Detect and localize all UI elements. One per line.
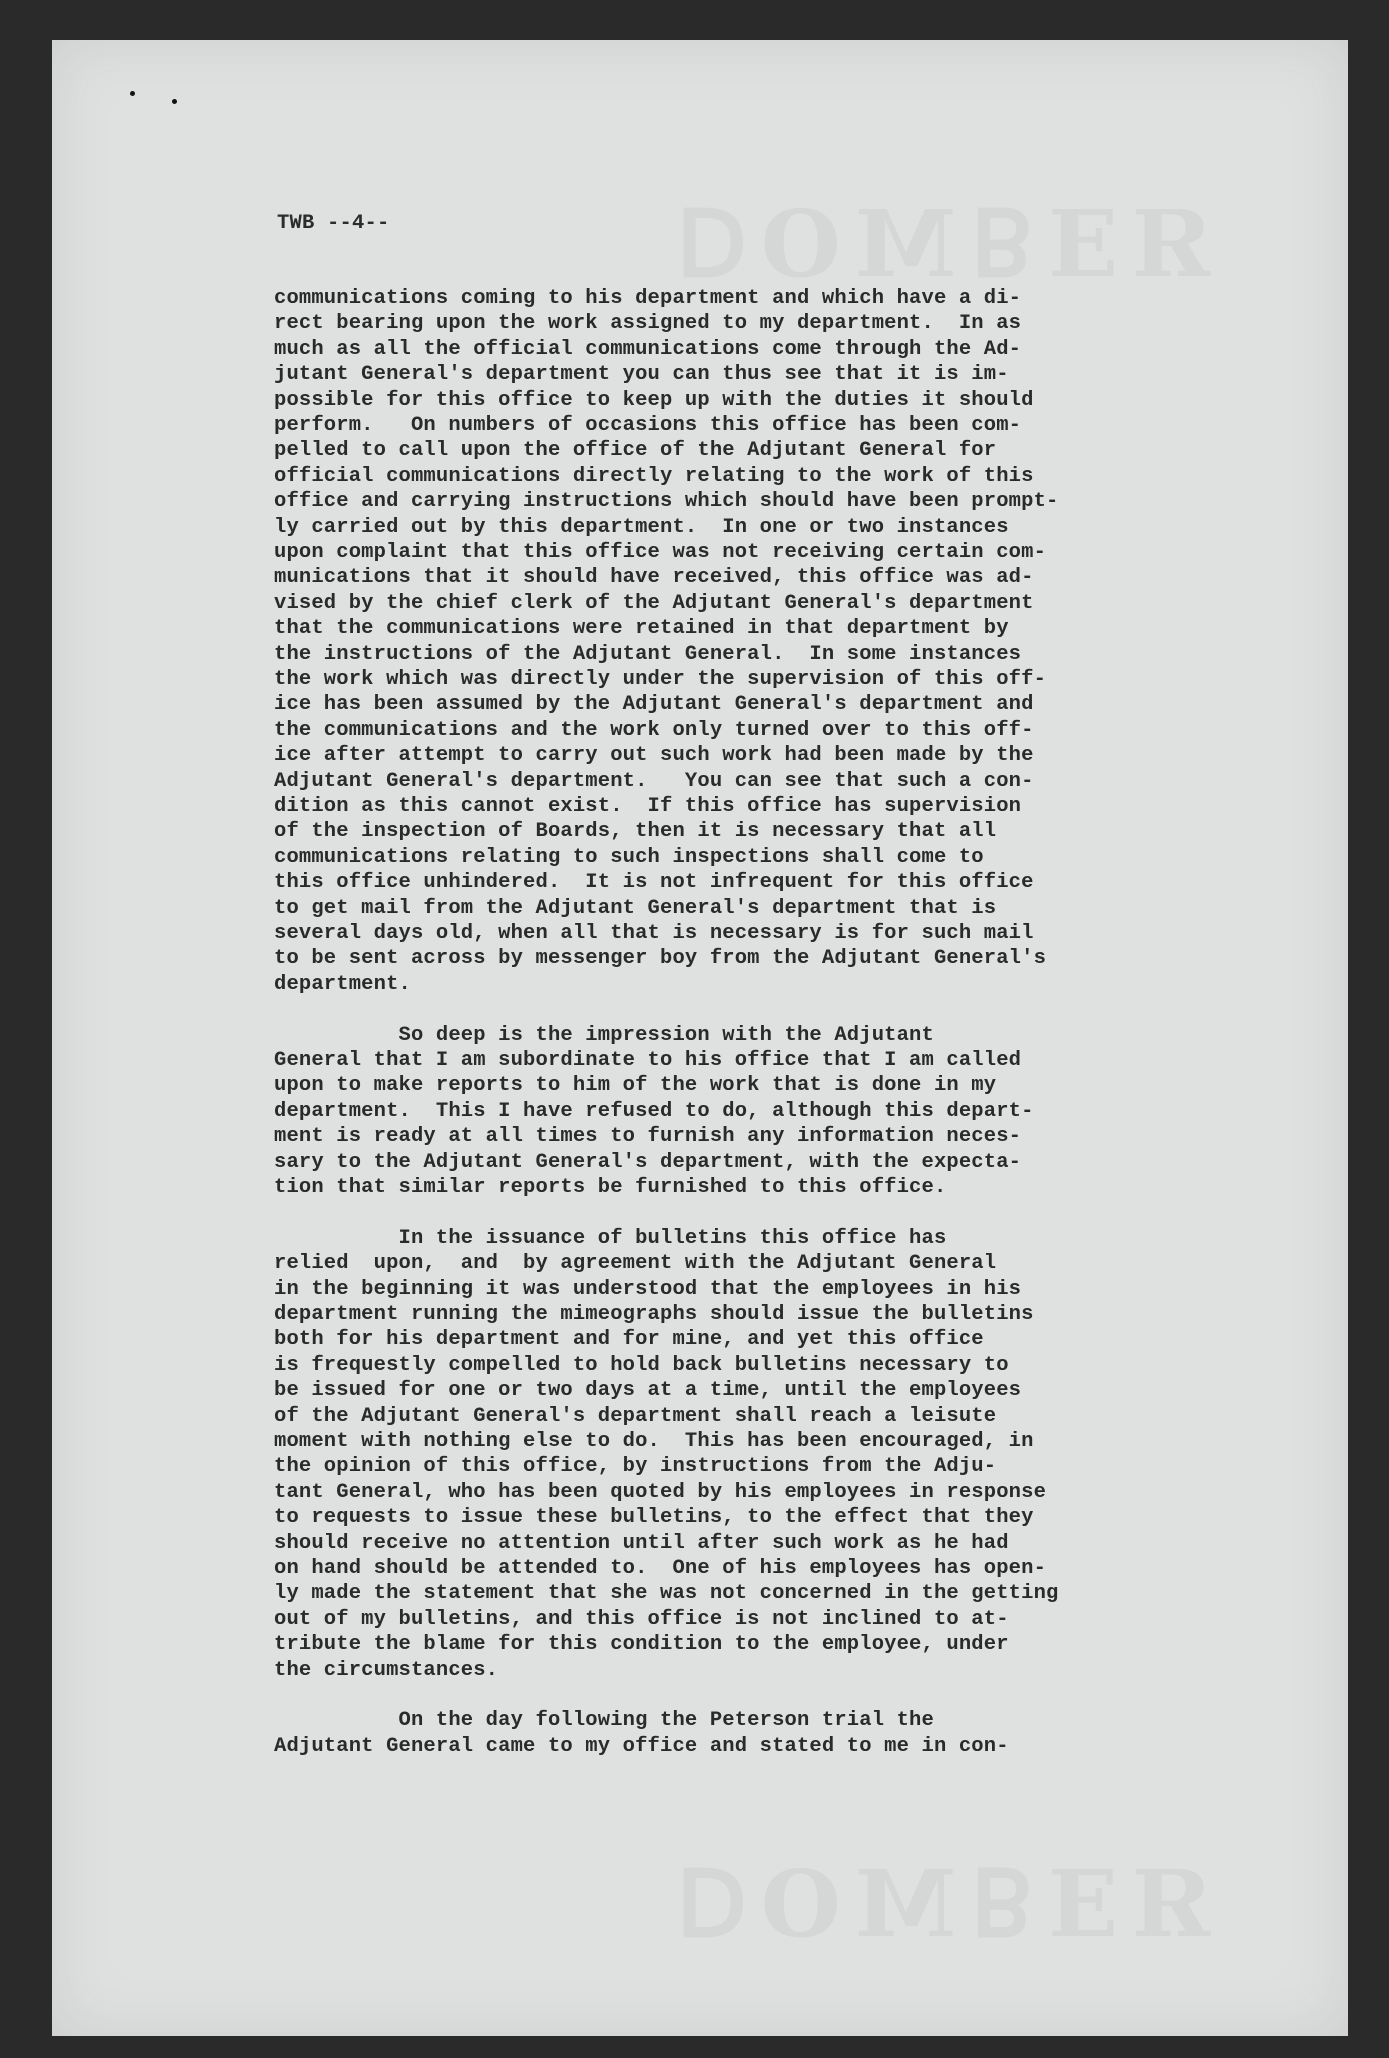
text-line: tant General, who has been quoted by his employees in response	[274, 1480, 1047, 1504]
bleed-through-ghost-bottom: ЯƎꓭMOꓷ	[662, 1850, 1213, 1958]
text-line: on hand should be attended to. One of his employees has open-	[274, 1557, 1047, 1580]
text-line: Adjutant General's department. You can see that such a con-	[274, 769, 1034, 793]
text-line: perform. On numbers of occasions this office has been com-	[274, 414, 1022, 437]
text-line: that the communications were retained in that department by	[274, 617, 1009, 641]
text-line: munications that it should have received, this office was ad-	[274, 566, 1034, 590]
text-line: the work which was directly under the supervision of this off-	[274, 668, 1047, 691]
text-line: this office unhindered. It is not infrequent for this office	[274, 871, 1034, 895]
text-line: both for his department and for mine, and yet this office	[274, 1328, 984, 1352]
text-line: ice after attempt to carry out such work had been made by the	[274, 744, 1034, 768]
text-line: to requests to issue these bulletins, to the effect that they	[274, 1506, 1034, 1530]
text-line: General that I am subordinate to his office that I am called	[274, 1049, 1022, 1072]
text-line: ice has been assumed by the Adjutant General's department and	[274, 693, 1034, 717]
text-line: department.	[274, 972, 411, 996]
text-line: to get mail from the Adjutant General's department that is	[274, 896, 997, 920]
punch-mark-right	[172, 99, 177, 104]
text-line: upon complaint that this office was not receiving certain com-	[274, 541, 1047, 564]
text-line: the opinion of this office, by instructions from the Adju-	[274, 1455, 997, 1479]
bleed-through-ghost-top: ЯƎꓭMOꓷ	[662, 190, 1213, 298]
text-line: ly carried out by this department. In one or two instances	[274, 515, 1009, 539]
text-line: tribute the blame for this condition to the employee, under	[274, 1633, 1009, 1657]
text-line: official communications directly relating to the work of this	[274, 464, 1034, 488]
text-line: upon to make reports to him of the work that is done in my	[274, 1074, 997, 1098]
text-line: the communications and the work only turned over to this off-	[274, 718, 1034, 742]
text-line: tion that similar reports be furnished to this office.	[274, 1176, 947, 1199]
text-line: jutant General's department you can thus see that it is im-	[274, 363, 1009, 387]
text-line: the instructions of the Adjutant General. In some instances	[274, 642, 1022, 666]
text-line: ly made the statement that she was not concerned in the getting	[274, 1582, 1059, 1606]
text-line: vised by the chief clerk of the Adjutant General's department	[274, 591, 1034, 615]
text-line: department. This I have refused to do, although this depart-	[274, 1099, 1034, 1123]
text-line: rect bearing upon the work assigned to my department. In as	[274, 312, 1022, 336]
text-line: should receive no attention until after such work as he had	[274, 1531, 1009, 1555]
text-line: communications coming to his department and which have a di-	[274, 287, 1022, 310]
text-line: dition as this cannot exist. If this office has supervision	[274, 795, 1022, 818]
text-line: to be sent across by messenger boy from the Adjutant General's	[274, 947, 1047, 971]
text-line: several days old, when all that is necessary is for such mail	[274, 922, 1034, 945]
page-header: TWB --4--	[277, 212, 390, 235]
text-line: On the day following the Peterson trial the	[274, 1709, 934, 1733]
text-line: moment with nothing else to do. This has been encouraged, in	[274, 1430, 1034, 1453]
text-line: So deep is the impression with the Adjutant	[274, 1023, 934, 1047]
text-line: sary to the Adjutant General's department, with the expecta-	[274, 1150, 1022, 1174]
text-line: pelled to call upon the office of the Adjutant General for	[274, 439, 997, 463]
text-line: of the inspection of Boards, then it is necessary that all	[274, 820, 997, 844]
text-line: possible for this office to keep up with the duties it should	[274, 388, 1034, 412]
text-line: relied upon, and by agreement with the Adjutant General	[274, 1252, 997, 1276]
text-line: be issued for one or two days at a time, until the employees	[274, 1379, 1022, 1403]
text-line: Adjutant General came to my office and stated to me in con-	[274, 1734, 1009, 1758]
text-line: ment is ready at all times to furnish any information neces-	[274, 1125, 1022, 1149]
text-line: In the issuance of bulletins this office has	[274, 1226, 947, 1250]
text-line: is frequestly compelled to hold back bulletins necessary to	[274, 1353, 1009, 1377]
text-line: communications relating to such inspections shall come to	[274, 845, 984, 869]
text-line: of the Adjutant General's department shall reach a leisute	[274, 1404, 997, 1428]
punch-mark-left	[130, 91, 135, 96]
text-line: in the beginning it was understood that the employees in his	[274, 1277, 1022, 1301]
text-line: office and carrying instructions which should have been prompt-	[274, 490, 1059, 514]
text-line: the circumstances.	[274, 1658, 499, 1682]
text-line: out of my bulletins, and this office is not inclined to at-	[274, 1607, 1009, 1631]
text-line: much as all the official communications come through the Ad-	[274, 337, 1022, 361]
text-line: department running the mimeographs should issue the bulletins	[274, 1303, 1034, 1326]
